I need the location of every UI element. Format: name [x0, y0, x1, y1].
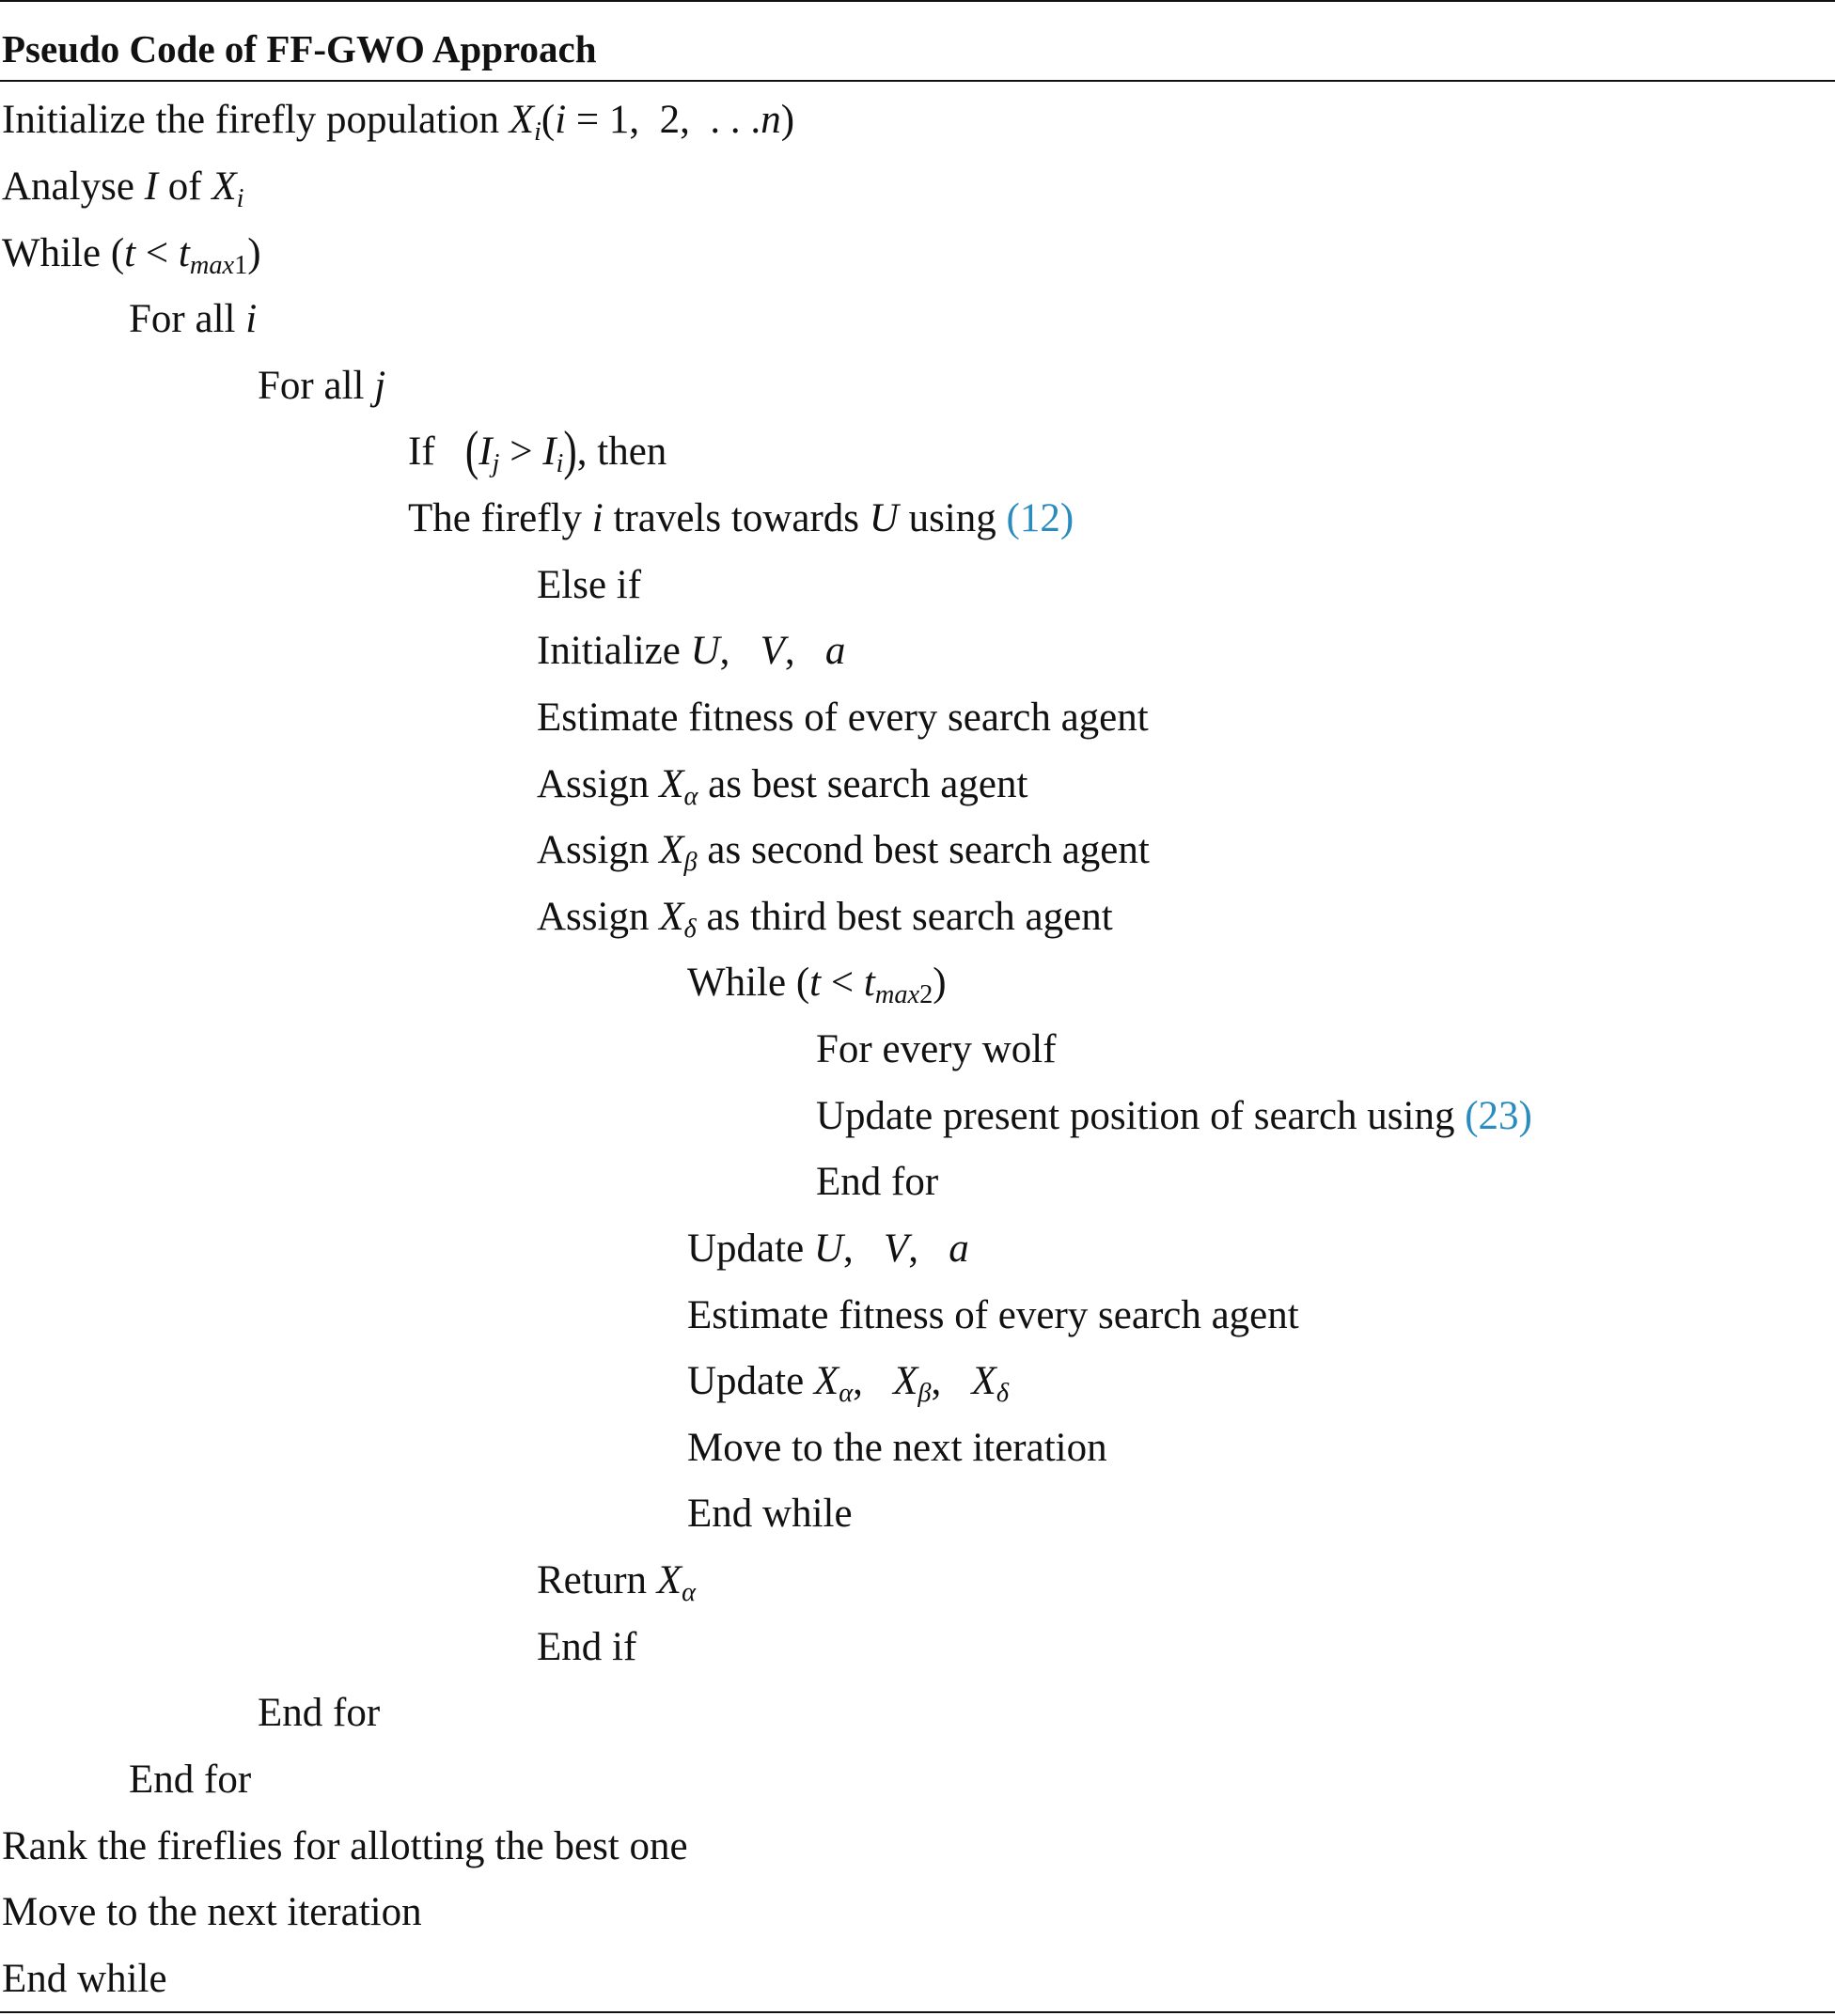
pseudocode-line: Move to the next iteration [687, 1426, 1107, 1470]
pseudocode-line: Assign $X_\delta$ as third best search agent [537, 895, 1113, 944]
pseudocode-line: End for [129, 1758, 252, 1802]
pseudocode-line: Update present position of search using (23) [816, 1094, 1532, 1138]
pseudocode-line: The firefly i travels towards U using (12) [408, 496, 1074, 540]
math-expression: I [144, 164, 158, 209]
math-expression: U [813, 1227, 843, 1271]
pseudocode-line: For every wolf [816, 1027, 1057, 1071]
math-expression: U [869, 496, 899, 540]
math-expression: ( [110, 231, 125, 275]
pseudocode-line: End for [816, 1160, 939, 1204]
pseudocode-line: Assign $X_\beta$ as second best search agent [537, 828, 1150, 877]
pseudocode-line: Update U, V, a [687, 1227, 969, 1271]
math-expression: ( [464, 421, 479, 482]
pseudocode-line: Analyse I of $X_i$ [2, 164, 244, 213]
pseudocode-line: Move to the next iteration [2, 1890, 422, 1934]
pseudocode-line: While $(t < t_{max2})$ [687, 961, 947, 1009]
equation-reference-link[interactable]: (23) [1465, 1094, 1532, 1138]
table-header-rule [0, 80, 1835, 82]
math-expression: $X_\alpha$ [813, 1359, 854, 1408]
math-expression: i [591, 496, 604, 540]
pseudocode-line: Initialize the firefly population $X_i(i = 1$, 2, . . .n) [2, 98, 795, 147]
math-expression: $X_i$ [509, 98, 541, 147]
pseudocode-line: Estimate fitness of every search agent [537, 695, 1149, 740]
pseudocode-line: For all i [129, 297, 258, 341]
pseudocode-line: While $(t < t_{max1})$ [2, 231, 261, 280]
pseudocode-title: Pseudo Code of FF-GWO Approach [2, 27, 597, 70]
equation-reference-link[interactable]: (12) [1006, 496, 1074, 540]
pseudocode-line: Initialize U, V, a [537, 629, 846, 673]
table-bottom-rule [0, 2011, 1835, 2013]
math-expression: ( [795, 961, 810, 1005]
pseudocode-line: End for [258, 1691, 381, 1735]
math-expression: j [374, 364, 386, 408]
math-expression: $X_\alpha$ [656, 1558, 696, 1607]
pseudocode-line: End while [2, 1957, 167, 2001]
pseudocode-line: For all j [258, 364, 386, 408]
pseudocode-line: Update $X_\alpha$, $X_\beta$, $X_\delta$ [687, 1359, 1010, 1408]
pseudocode-line: If $(I_j > I_i)$, then [408, 424, 667, 480]
pseudocode-line: Return $X_\alpha$ [537, 1558, 696, 1607]
math-expression: U [690, 629, 720, 673]
math-expression: $X_\alpha$ [659, 762, 698, 811]
pseudocode-line: Rank the fireflies for allotting the best one [2, 1824, 688, 1868]
math-expression: i [245, 297, 258, 341]
pseudocode-line: Else if [537, 563, 642, 607]
math-expression: $X_\delta$ [659, 895, 697, 944]
pseudocode-line: Estimate fitness of every search agent [687, 1293, 1299, 1337]
table-top-rule [0, 0, 1835, 2]
math-expression: $X_\beta$ [659, 828, 698, 877]
pseudocode-line: End while [687, 1492, 853, 1536]
pseudocode-line: Assign $X_\alpha$ as best search agent [537, 762, 1028, 811]
pseudocode-line: End if [537, 1625, 637, 1669]
